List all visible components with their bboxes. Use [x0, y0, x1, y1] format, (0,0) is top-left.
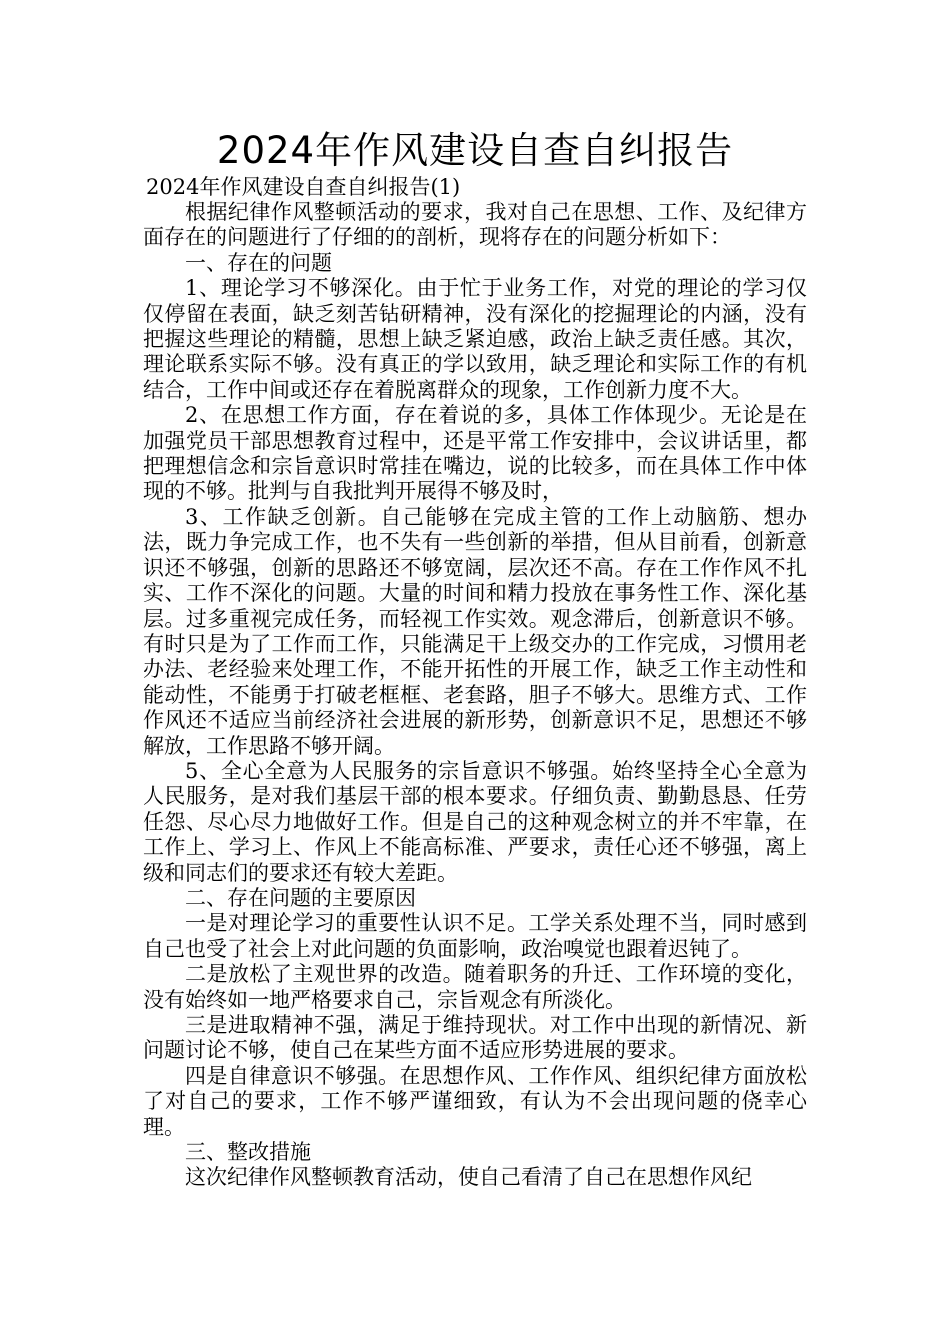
paragraph-cause-3: 三是进取精神不强，满足于维持现状。对工作中出现的新情况、新问题讨论不够，使自己在某些方面不适应形势进展的要求。 [143, 1013, 807, 1063]
section-heading-causes: 二、存在问题的主要原因 [185, 885, 416, 910]
paragraph-cause-4: 四是自律意识不够强。在思想作风、工作作风、组织纪律方面放松了对自己的要求，工作不够严谨细致，有认为不会出现问题的侥幸心理。 [143, 1063, 807, 1139]
document-subtitle: 2024年作风建设自查自纠报告(1) [146, 175, 461, 199]
section-heading-measures: 三、整改措施 [185, 1140, 311, 1165]
paragraph-problem-5: 5、全心全意为人民服务的宗旨意识不够强。始终坚持全心全意为人民服务，是对我们基层干部的根本要求。仔细负责、勤勤恳恳、任劳任怨、尽心尽力地做好工作。但是自己的这种观念树立的并不牢靠，在工作上、学习上、作风上不能高标准、严要求，责任心还不够强，离上级和同志们的要求还有较大差距。 [143, 758, 807, 885]
paragraph-intro: 根据纪律作风整顿活动的要求，我对自己在思想、工作、及纪律方面存在的问题进行了仔细的的剖析，现将存在的问题分析如下： [143, 200, 807, 250]
paragraph-problem-1: 1、理论学习不够深化。由于忙于业务工作，对党的理论的学习仅仅停留在表面，缺乏刻苦钻研精神，没有深化的挖掘理论的内涵，没有把握这些理论的精髓，思想上缺乏紧迫感，政治上缺乏责任感。其次，理论联系实际不够。没有真正的学以致用，缺乏理论和实际工作的有机结合，工作中间或还存在着脱离群众的现象，工作创新力度不大。 [143, 276, 807, 402]
paragraph-cause-2: 二是放松了主观世界的改造。随着职务的升迁、工作环境的变化，没有始终如一地严格要求自己，宗旨观念有所淡化。 [143, 962, 807, 1012]
section-heading-problems: 一、存在的问题 [185, 250, 332, 275]
paragraph-problem-3: 3、工作缺乏创新。自己能够在完成主管的工作上动脑筋、想办法，既力争完成工作，也不失有一些创新的举措，但从目前看，创新意识还不够强，创新的思路还不够宽阔，层次还不高。存在工作作风不扎实、工作不深化的问题。大量的时间和精力投放在事务性工作、深化基层。过多重视完成任务，而轻视工作实效。观念滞后，创新意识不够。有时只是为了工作而工作，只能满足干上级交办的工作完成，习惯用老办法、老经验来处理工作，不能开拓性的开展工作，缺乏工作主动性和能动性，不能勇于打破老框框、老套路，胆子不够大。思维方式、工作作风还不适应当前经济社会进展的新形势，创新意识不足，思想还不够解放，工作思路不够开阔。 [143, 504, 807, 758]
paragraph-measures-1: 这次纪律作风整顿教育活动，使自己看清了自己在思想作风纪 [185, 1165, 752, 1190]
paragraph-cause-1: 一是对理论学习的重要性认识不足。工学关系处理不当，同时感到自己也受了社会上对此问题的负面影响，政治嗅觉也跟着迟钝了。 [143, 911, 807, 961]
document-body [143, 200, 807, 1191]
paragraph-problem-2: 2、在思想工作方面，存在着说的多，具体工作体现少。无论是在加强党员干部思想教育过程中，还是平常工作安排中，会议讲话里，都把理想信念和宗旨意识时常挂在嘴边，说的比较多，而在具体工作中体现的不够。批判与自我批判开展得不够及时， [143, 403, 807, 504]
document-title: 2024年作风建设自查自纠报告 [216, 129, 734, 172]
